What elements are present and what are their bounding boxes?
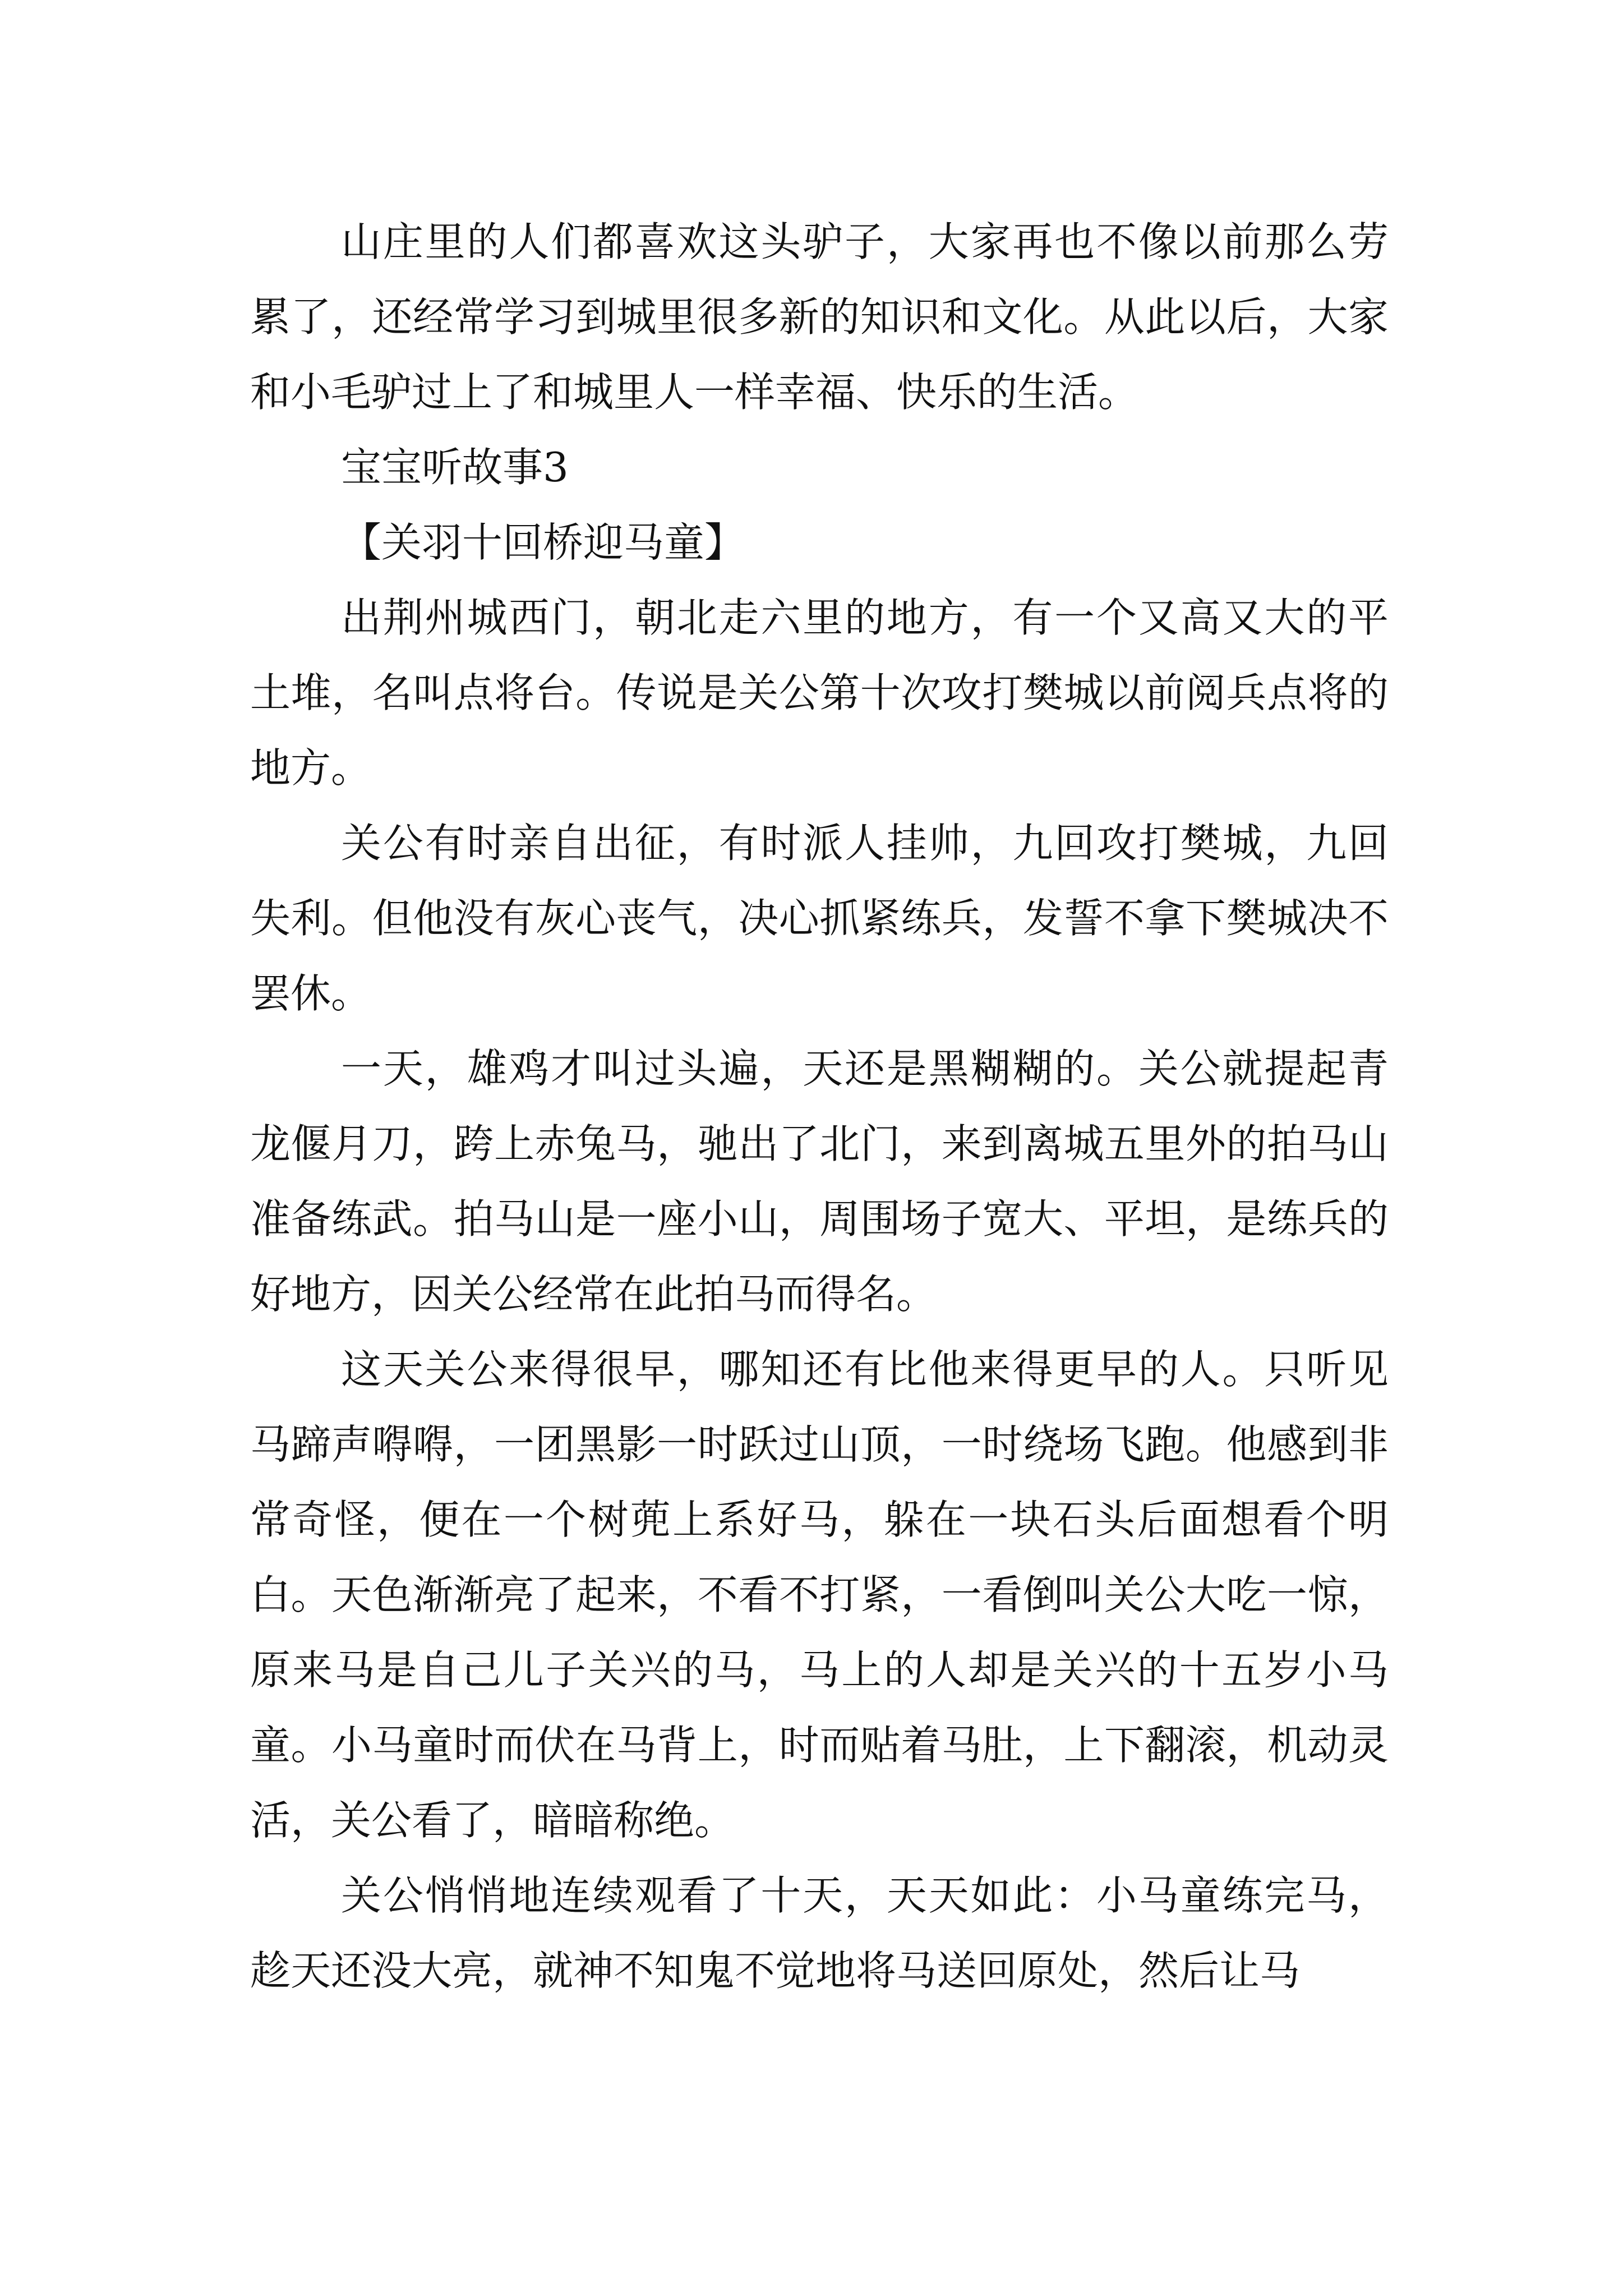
paragraph-2: 关公有时亲自出征，有时派人挂帅，九回攻打樊城，九回失利。但他没有灰心丧气，决心抓紧练兵，发誓不拿下樊城决不罢休。 xyxy=(250,820,1389,1017)
paragraph-4: 这天关公来得很早，哪知还有比他来得更早的人。只听见马蹄声嘚嘚，一团黑影一时跃过山顶，一时绕场飞跑。他感到非常奇怪，便在一个树蔸上系好马，躲在一块石头后面想看个明白。天色渐渐亮了起来，不看不打紧，一看倒叫关公大吃一惊，原来马是自己儿子关兴的马，马上的人却是关兴的十五岁小马童。小马童时而伏在马背上，时而贴着马肚，上下翻滚，机动灵活，关公看了，暗暗称绝。 xyxy=(250,1346,1389,1844)
story-title: 【关羽十回桥迎马童】 xyxy=(341,519,745,566)
document-body xyxy=(250,204,1389,2008)
story-heading: 宝宝听故事3 xyxy=(341,444,569,491)
paragraph-donkey-ending: 山庄里的人们都喜欢这头驴子，大家再也不像以前那么劳累了，还经常学习到城里很多新的知识和文化。从此以后，大家和小毛驴过上了和城里人一样幸福、快乐的生活。 xyxy=(250,218,1389,416)
paragraph-3: 一天，雄鸡才叫过头遍，天还是黑糊糊的。关公就提起青龙偃月刀，跨上赤兔马，驰出了北门，来到离城五里外的拍马山准备练武。拍马山是一座小山，周围场子宽大、平坦，是练兵的好地方，因关公经常在此拍马而得名。 xyxy=(250,1045,1389,1318)
paragraph-1: 出荆州城西门，朝北走六里的地方，有一个又高又大的平土堆，名叫点将台。传说是关公第十次攻打樊城以前阅兵点将的地方。 xyxy=(250,594,1389,792)
paragraph-5: 关公悄悄地连续观看了十天，天天如此：小马童练完马，趁天还没大亮，就神不知鬼不觉地将马送回原处，然后让马 xyxy=(250,1872,1389,1994)
